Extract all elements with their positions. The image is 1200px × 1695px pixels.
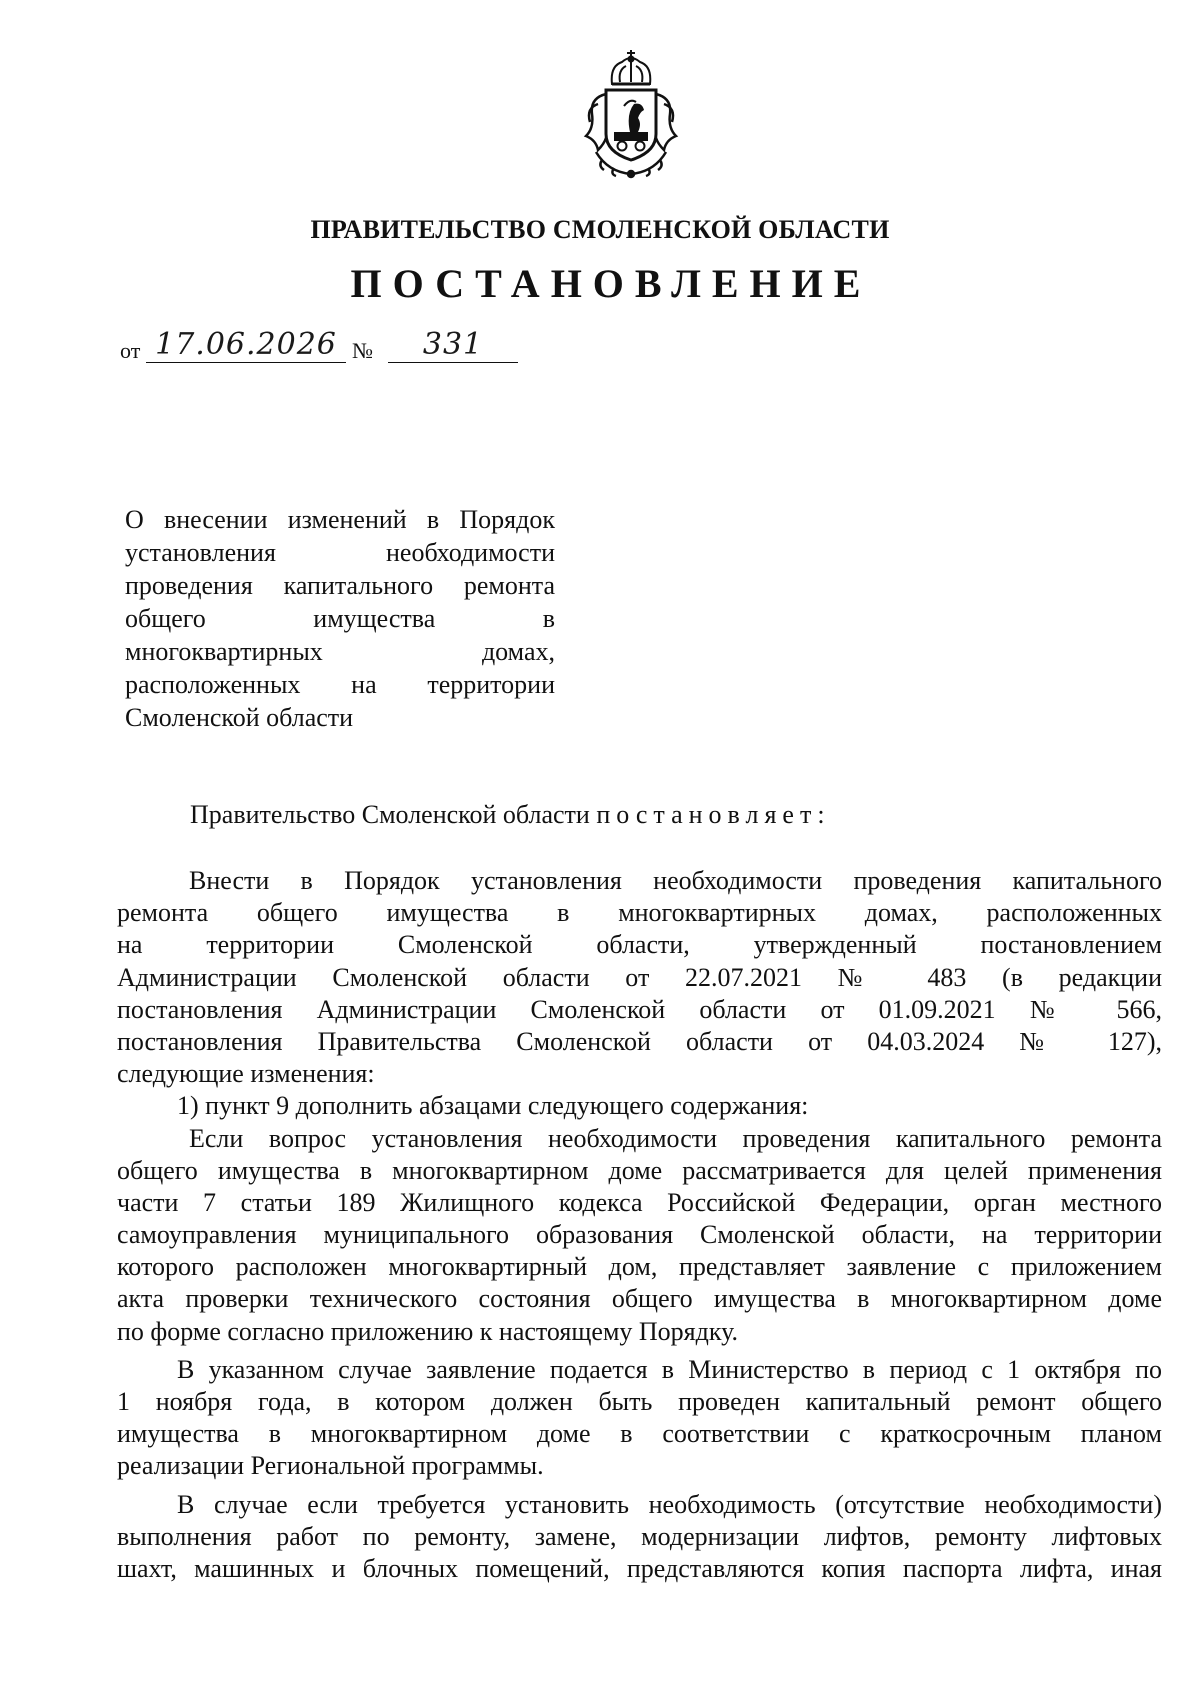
- title-line: Смоленской области: [125, 703, 354, 732]
- body-line: 1 ноября года, в котором должен быть проведен капитальный ремонт общего: [117, 1387, 1162, 1416]
- date-label: от: [120, 338, 141, 363]
- body-line: которого расположен многоквартирный дом, представляет заявление с приложением: [117, 1252, 1162, 1282]
- body-line: В указанном случае заявление подается в Министерство в период с 1 октября по: [177, 1354, 1162, 1384]
- body-line: ремонта общего имущества в многоквартирных домах, расположенных: [117, 898, 1162, 928]
- title-line: многоквартирных домах,: [125, 637, 555, 666]
- preamble-subject: Правительство Смоленской области: [190, 800, 590, 829]
- body-line: Администрации Смоленской области от 22.07.2021 № 483 (в редакции: [117, 962, 1162, 992]
- body-line: общего имущества в многоквартирном доме рассматривается для целей применения: [117, 1155, 1162, 1185]
- body-line: В случае если требуется установить необходимость (отсутствие необходимости): [177, 1489, 1162, 1519]
- body-line: Внести в Порядок установления необходимости проведения капитального: [189, 866, 1162, 895]
- preamble-verb: постановляет:: [596, 800, 831, 829]
- document-body: [117, 865, 1162, 1585]
- body-line: 1) пункт 9 дополнить абзацами следующего содержания:: [177, 1091, 809, 1121]
- title-line: общего имущества в: [125, 604, 555, 633]
- body-line: шахт, машинных и блочных помещений, представляются копия паспорта лифта, иная: [117, 1553, 1162, 1583]
- body-line: имущества в многоквартирном доме в соответствии с краткосрочным планом: [117, 1419, 1162, 1449]
- body-line: части 7 статьи 189 Жилищного кодекса Российской Федерации, орган местного: [117, 1187, 1162, 1217]
- date-value: 17.06.2026: [146, 330, 346, 363]
- document-type: ПОСТАНОВЛЕНИЕ: [350, 261, 872, 306]
- body-line: Если вопрос установления необходимости проведения капитального ремонта: [189, 1123, 1162, 1153]
- body-line: самоуправления муниципального образования Смоленской области, на территории: [117, 1220, 1162, 1250]
- smolensk-coat-of-arms-icon: [576, 48, 686, 180]
- organization-name: ПРАВИТЕЛЬСТВО СМОЛЕНСКОЙ ОБЛАСТИ: [310, 215, 890, 244]
- body-line: по форме согласно приложению к настоящему Порядку.: [117, 1316, 739, 1346]
- body-line: следующие изменения:: [117, 1059, 375, 1089]
- body-line: постановления Правительства Смоленской области от 04.03.2024 № 127),: [117, 1026, 1162, 1056]
- body-line: постановления Администрации Смоленской области от 01.09.2021 № 566,: [117, 994, 1162, 1024]
- body-line: на территории Смоленской области, утвержденный постановлением: [117, 930, 1162, 960]
- number-label: №: [352, 338, 373, 363]
- number-value: 331: [388, 330, 518, 363]
- body-line: выполнения работ по ремонту, замене, модернизации лифтов, ремонту лифтовых: [117, 1521, 1162, 1551]
- body-line: реализации Региональной программы.: [117, 1451, 544, 1481]
- preamble: [190, 800, 831, 830]
- title-line: О внесении изменений в Порядок: [125, 505, 555, 534]
- title-line: установления необходимости: [125, 538, 555, 567]
- title-line: проведения капитального ремонта: [125, 571, 555, 600]
- title-line: расположенных на территории: [125, 670, 555, 699]
- body-line: акта проверки технического состояния общего имущества в многоквартирном доме: [117, 1284, 1162, 1314]
- document-title: [125, 503, 555, 734]
